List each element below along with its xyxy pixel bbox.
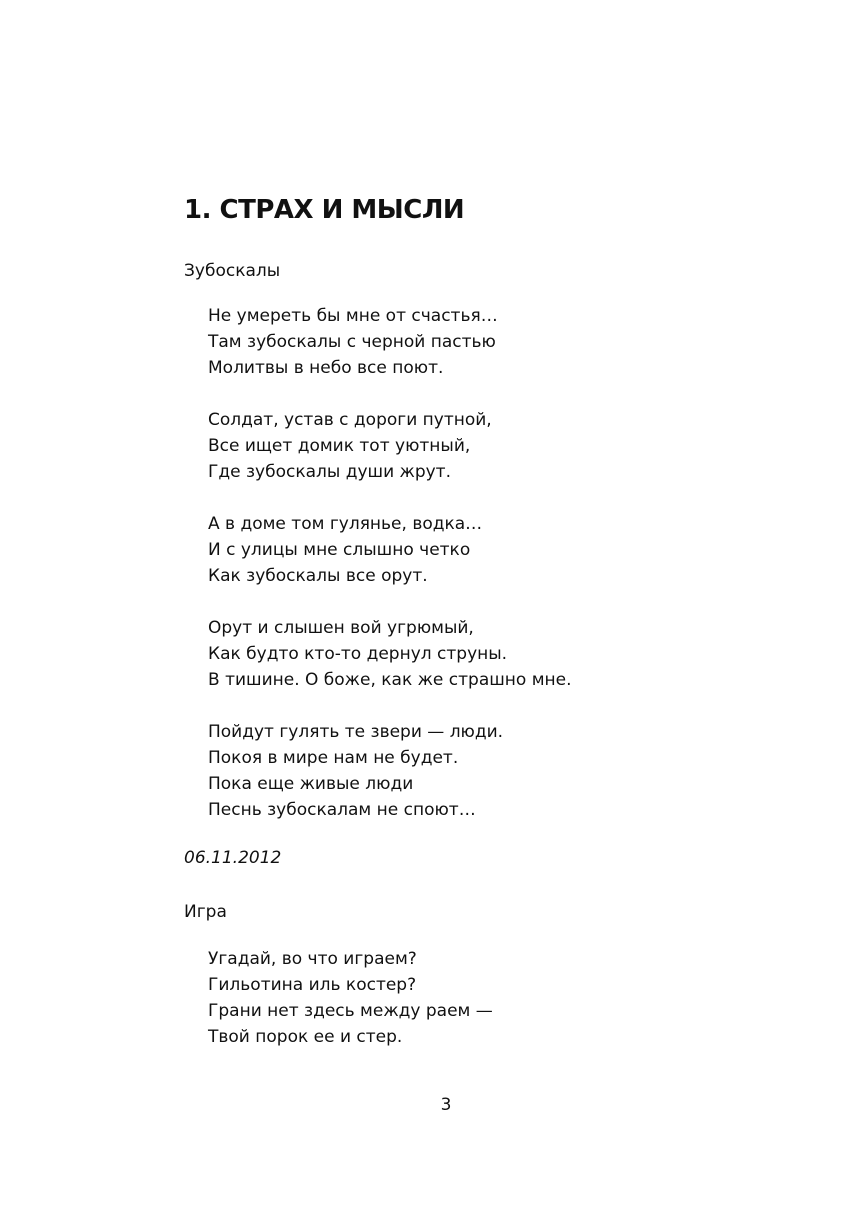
poem-line: Там зубоскалы с черной пастью <box>208 332 496 352</box>
poem-line: Твой порок ее и стер. <box>208 1027 403 1047</box>
stanza <box>208 511 482 589</box>
poem-title: Зубоскалы <box>184 261 281 281</box>
poem-line: Покоя в мире нам не будет. <box>208 748 459 768</box>
poem-line: В тишине. О боже, как же страшно мне. <box>208 670 572 690</box>
poem-line: Не умереть бы мне от счастья… <box>208 306 498 326</box>
poem-line: Как будто кто-то дернул струны. <box>208 644 508 664</box>
poem-line: Солдат, устав с дороги путной, <box>208 410 492 430</box>
page-number: 3 <box>440 1095 452 1115</box>
poem-line: Песнь зубоскалам не споют… <box>208 800 476 820</box>
stanza <box>208 303 498 381</box>
poem-line: Гильотина иль костер? <box>208 975 417 995</box>
poem-line: Как зубоскалы все орут. <box>208 566 428 586</box>
poem-line: Молитвы в небо все поют. <box>208 358 444 378</box>
poem-line: Пойдут гулять те звери — люди. <box>208 722 504 742</box>
poem-date: 06.11.2012 <box>184 848 282 868</box>
stanza <box>208 719 503 823</box>
poem-line: Пока еще живые люди <box>208 774 414 794</box>
poem-line: И с улицы мне слышно четко <box>208 540 471 560</box>
poem-line: Орут и слышен вой угрюмый, <box>208 618 474 638</box>
stanza <box>208 615 572 693</box>
poem-line: Грани нет здесь между раем — <box>208 1001 493 1021</box>
stanza <box>208 946 493 1050</box>
chapter-title: 1. СТРАХ И МЫСЛИ <box>184 195 465 225</box>
poem-title: Игра <box>184 902 227 922</box>
stanza <box>208 407 492 485</box>
poem-line: А в доме том гулянье, водка… <box>208 514 483 534</box>
poem-line: Угадай, во что играем? <box>208 949 417 969</box>
poem-line: Где зубоскалы души жрут. <box>208 462 451 482</box>
poem-line: Все ищет домик тот уютный, <box>208 436 471 456</box>
